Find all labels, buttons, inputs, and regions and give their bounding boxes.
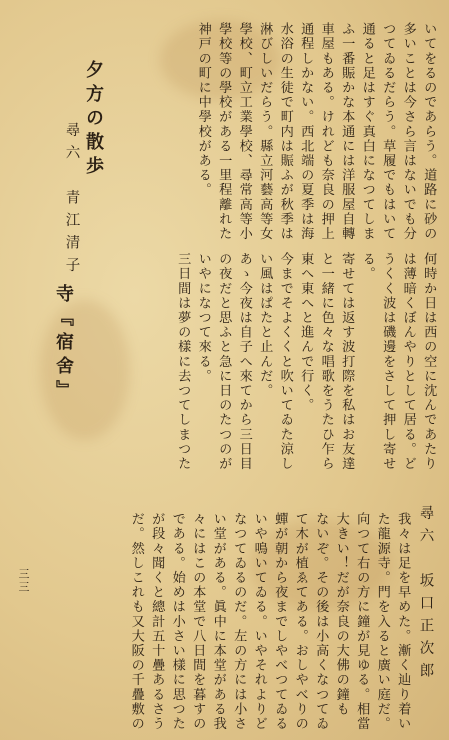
paragraph-b-line: 寄せては返す波打際を私はお友達 <box>339 252 355 471</box>
paragraph-c-line: だ。然しこれも又大阪の千疊敷の <box>128 512 144 731</box>
paragraph-c-line: た龍源寺。門を入ると廣い庭だ。 <box>374 512 390 731</box>
paragraph-c-line: いや鳴いてゐる。いやそれよりど <box>251 512 267 731</box>
paragraph-b-line: 三日間は夢の樣に去つてしまつた <box>175 252 191 471</box>
paragraph-c-line: い堂がある。眞中に本堂がある我 <box>210 512 226 731</box>
paragraph-b-line: は薄暗くぼんやりとして居る。ど <box>400 252 416 471</box>
paragraph-a-line: 通ると足はすぐ真白になつてしま <box>359 22 375 241</box>
author-2: 尋六 坂口正次郎 <box>417 505 434 685</box>
paragraph-a-line: ふ一番賑かな本通には洋服屋自轉 <box>339 22 355 241</box>
paragraph-a-line: 學校等の學校がある一里程離れた <box>216 22 232 241</box>
paragraph-a-line: 多いことは今さら言はないでも分 <box>400 22 416 241</box>
paragraph-a-line: 學校、町立工業學校、尋常高等小 <box>236 22 252 241</box>
paragraph-b-line: と一緒に色々な唱歌をうたひ乍ら <box>318 252 334 471</box>
paragraph-a-line: 淋びしいだらう。縣立河藝高等女 <box>257 22 273 241</box>
paragraph-c-line: 々にはこの本堂で八日間を暮すの <box>190 512 206 731</box>
paragraph-b-line: 今までそよくくと吹いてゐた涼し <box>277 252 293 471</box>
paragraph-b-line: 東へ東へと進んで行く。 <box>298 252 314 413</box>
paragraph-a-line: いてをるのであらう。道路に砂の <box>421 22 437 241</box>
paragraph-b-line: 何時か日は西の空に沈んであたり <box>421 252 437 471</box>
author-1: 尋六 青江清子 <box>63 122 80 280</box>
paragraph-b-line: る。 <box>359 252 375 282</box>
paragraph-c-line: なつてゐるのだ。左の方には小さ <box>231 512 247 731</box>
paragraph-a-line: 通程しかない。西北端の夏季は海 <box>298 22 314 241</box>
essay-title-1: 夕方の散歩 <box>83 60 104 180</box>
paragraph-a-line: 神戸の町に中學校がある。 <box>195 22 211 198</box>
paragraph-c-line: て木が植ゑてある。おしやべりの <box>292 512 308 731</box>
paragraph-a-line: 水浴の生徒で町内は賑ふが秋季は <box>277 22 293 241</box>
paragraph-b-line: の夜だと思ふと急に日のたつのが <box>216 252 232 471</box>
paragraph-a-line: つてゐるだらう。草履でもはいて <box>380 22 396 241</box>
paragraph-c-line: 蟬が朝から夜までしやべつてゐる <box>272 512 288 731</box>
paragraph-c-line: 向つて右の方に鐘が見ゆる。相當 <box>354 512 370 731</box>
paragraph-b-line: い風はぱたと止んだ。 <box>257 252 273 398</box>
paragraph-b-line: あゝ今夜は自子へ來てから三日目 <box>236 252 252 471</box>
essay-title-2: 寺『宿舍』 <box>53 284 74 404</box>
paragraph-c-line: である。始めは小さい樣に思つた <box>169 512 185 731</box>
paragraph-c-line: が段々聞くと總計五十疊あるさう <box>149 512 165 731</box>
paragraph-c-line: 大きい！だが奈良の大佛の鐘も <box>333 512 349 717</box>
page-number: 三三 <box>17 568 30 594</box>
paragraph-c-line: 我々は足を早めた。漸く辿り着い <box>395 512 411 731</box>
paragraph-b-line: うくく波は磯邊をさして押し寄せ <box>380 252 396 471</box>
paragraph-a-line: 車屋もある。けれども奈良の押上 <box>318 22 334 241</box>
paragraph-b-line: いやになつて來る。 <box>195 252 211 384</box>
paragraph-c-line: ないぞ。その後は小高くなつてゐ <box>313 512 329 731</box>
